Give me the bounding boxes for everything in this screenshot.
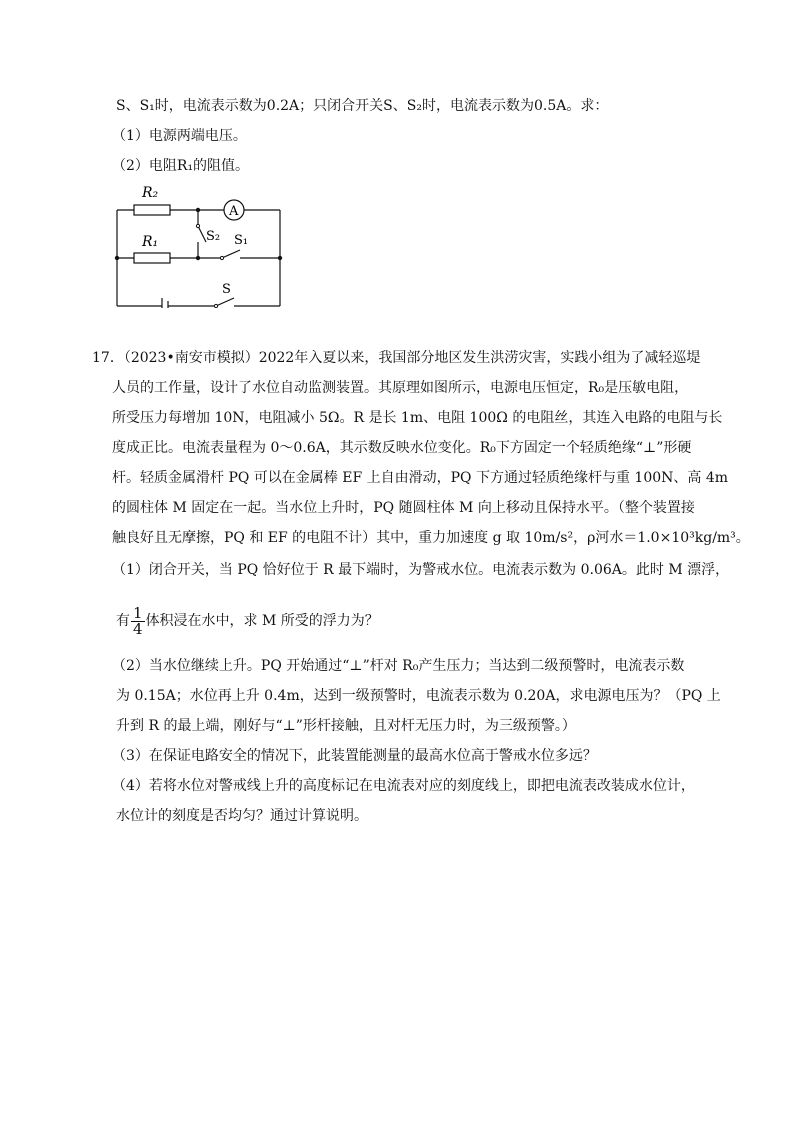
q17-sub4-line1: （4）若将水位对警戒线上升的高度标记在电流表对应的刻度线上，即把电流表改装成水位计， bbox=[112, 778, 695, 794]
fraction-one-quarter bbox=[131, 603, 145, 638]
switch-s1 bbox=[222, 250, 240, 258]
q16-item1: （1）电源两端电压。 bbox=[112, 128, 247, 144]
q17-sub3: （3）在保证电路安全的情况下，此装置能测量的最高水位高于警戒水位多远？ bbox=[112, 748, 597, 764]
q17-line2: 人员的工作量，设计了水位自动监测装置。其原理如图所示，电源电压恒定，R₀是压敏电阻， bbox=[112, 380, 689, 396]
q17-line4: 度成正比。电流表量程为 0～0.6A，其示数反映水位变化。R₀下方固定一个轻质绝缘“⊥”形硬 bbox=[112, 440, 692, 456]
label-s: S bbox=[222, 282, 231, 297]
label-s1: S₁ bbox=[234, 233, 249, 248]
label-s2: S₂ bbox=[206, 229, 221, 244]
q17-line6: 的圆柱体 M 固定在一起。当水位上升时，PQ 随圆柱体 M 向上移动且保持水平。（整个装置接 bbox=[112, 500, 695, 516]
q17-sub1-suffix: 体积浸在水中，求 M 所受的浮力为？ bbox=[145, 613, 379, 629]
q17-sub1-line1: （1）闭合开关，当 PQ 恰好位于 R 最下端时，为警戒水位。电流表示数为 0.06A。此时 M 漂浮， bbox=[112, 562, 730, 578]
switch-s bbox=[216, 298, 234, 306]
switch-s2 bbox=[198, 226, 206, 242]
q17-sub1-line2 bbox=[116, 604, 379, 638]
resistor-r2 bbox=[134, 205, 170, 215]
q17-sub1-prefix: 有 bbox=[116, 613, 130, 629]
label-ammeter: A bbox=[229, 204, 239, 219]
q17-sub2-line1: （2）当水位继续上升。PQ 开始通过“⊥”杆对 R₀产生压力；当达到二级预警时，电流表示数 bbox=[112, 658, 685, 674]
q17-line7: 触良好且无摩擦，PQ 和 EF 的电阻不计）其中，重力加速度 g 取 10m/s²，ρ河水＝1.0×10³kg/m³。 bbox=[112, 530, 750, 546]
q16-item2: （2）电阻R₁的阻值。 bbox=[112, 158, 250, 174]
q17-line3: 所受压力每增加 10N，电阻减小 5Ω。R 是长 1m、电阻 100Ω 的电阻丝，其连入电路的电阻与长 bbox=[112, 410, 723, 426]
fraction-denominator: 4 bbox=[133, 619, 143, 638]
label-r2: R₂ bbox=[142, 185, 159, 201]
q16-text-line1: S、S₁时，电流表示数为0.2A；只闭合开关S、S₂时，电流表示数为0.5A。求： bbox=[116, 98, 609, 114]
q17-line5: 杆。轻质金属滑杆 PQ 可以在金属棒 EF 上自由滑动，PQ 下方通过轻质绝缘杆与重 100N、高 4m bbox=[112, 470, 729, 486]
q17-sub4-line2: 水位计的刻度是否均匀？通过计算说明。 bbox=[116, 808, 368, 824]
q17-sub2-line2: 为 0.15A；水位再上升 0.4m，达到一级预警时，电流表示数为 0.20A，求电源电压为？（PQ 上 bbox=[116, 688, 721, 704]
q17-line1: 17．（2023•南安市模拟）2022年入夏以来，我国部分地区发生洪涝灾害，实践小组为了减轻巡堤 bbox=[92, 350, 701, 366]
fraction-numerator: 1 bbox=[133, 603, 143, 622]
label-r1: R₁ bbox=[142, 234, 159, 250]
circuit-diagram bbox=[100, 178, 300, 308]
q17-sub2-line3: 升到 R 的最上端，刚好与“⊥”形杆接触，且对杆无压力时，为三级预警。） bbox=[116, 718, 576, 734]
resistor-r1 bbox=[134, 253, 170, 263]
